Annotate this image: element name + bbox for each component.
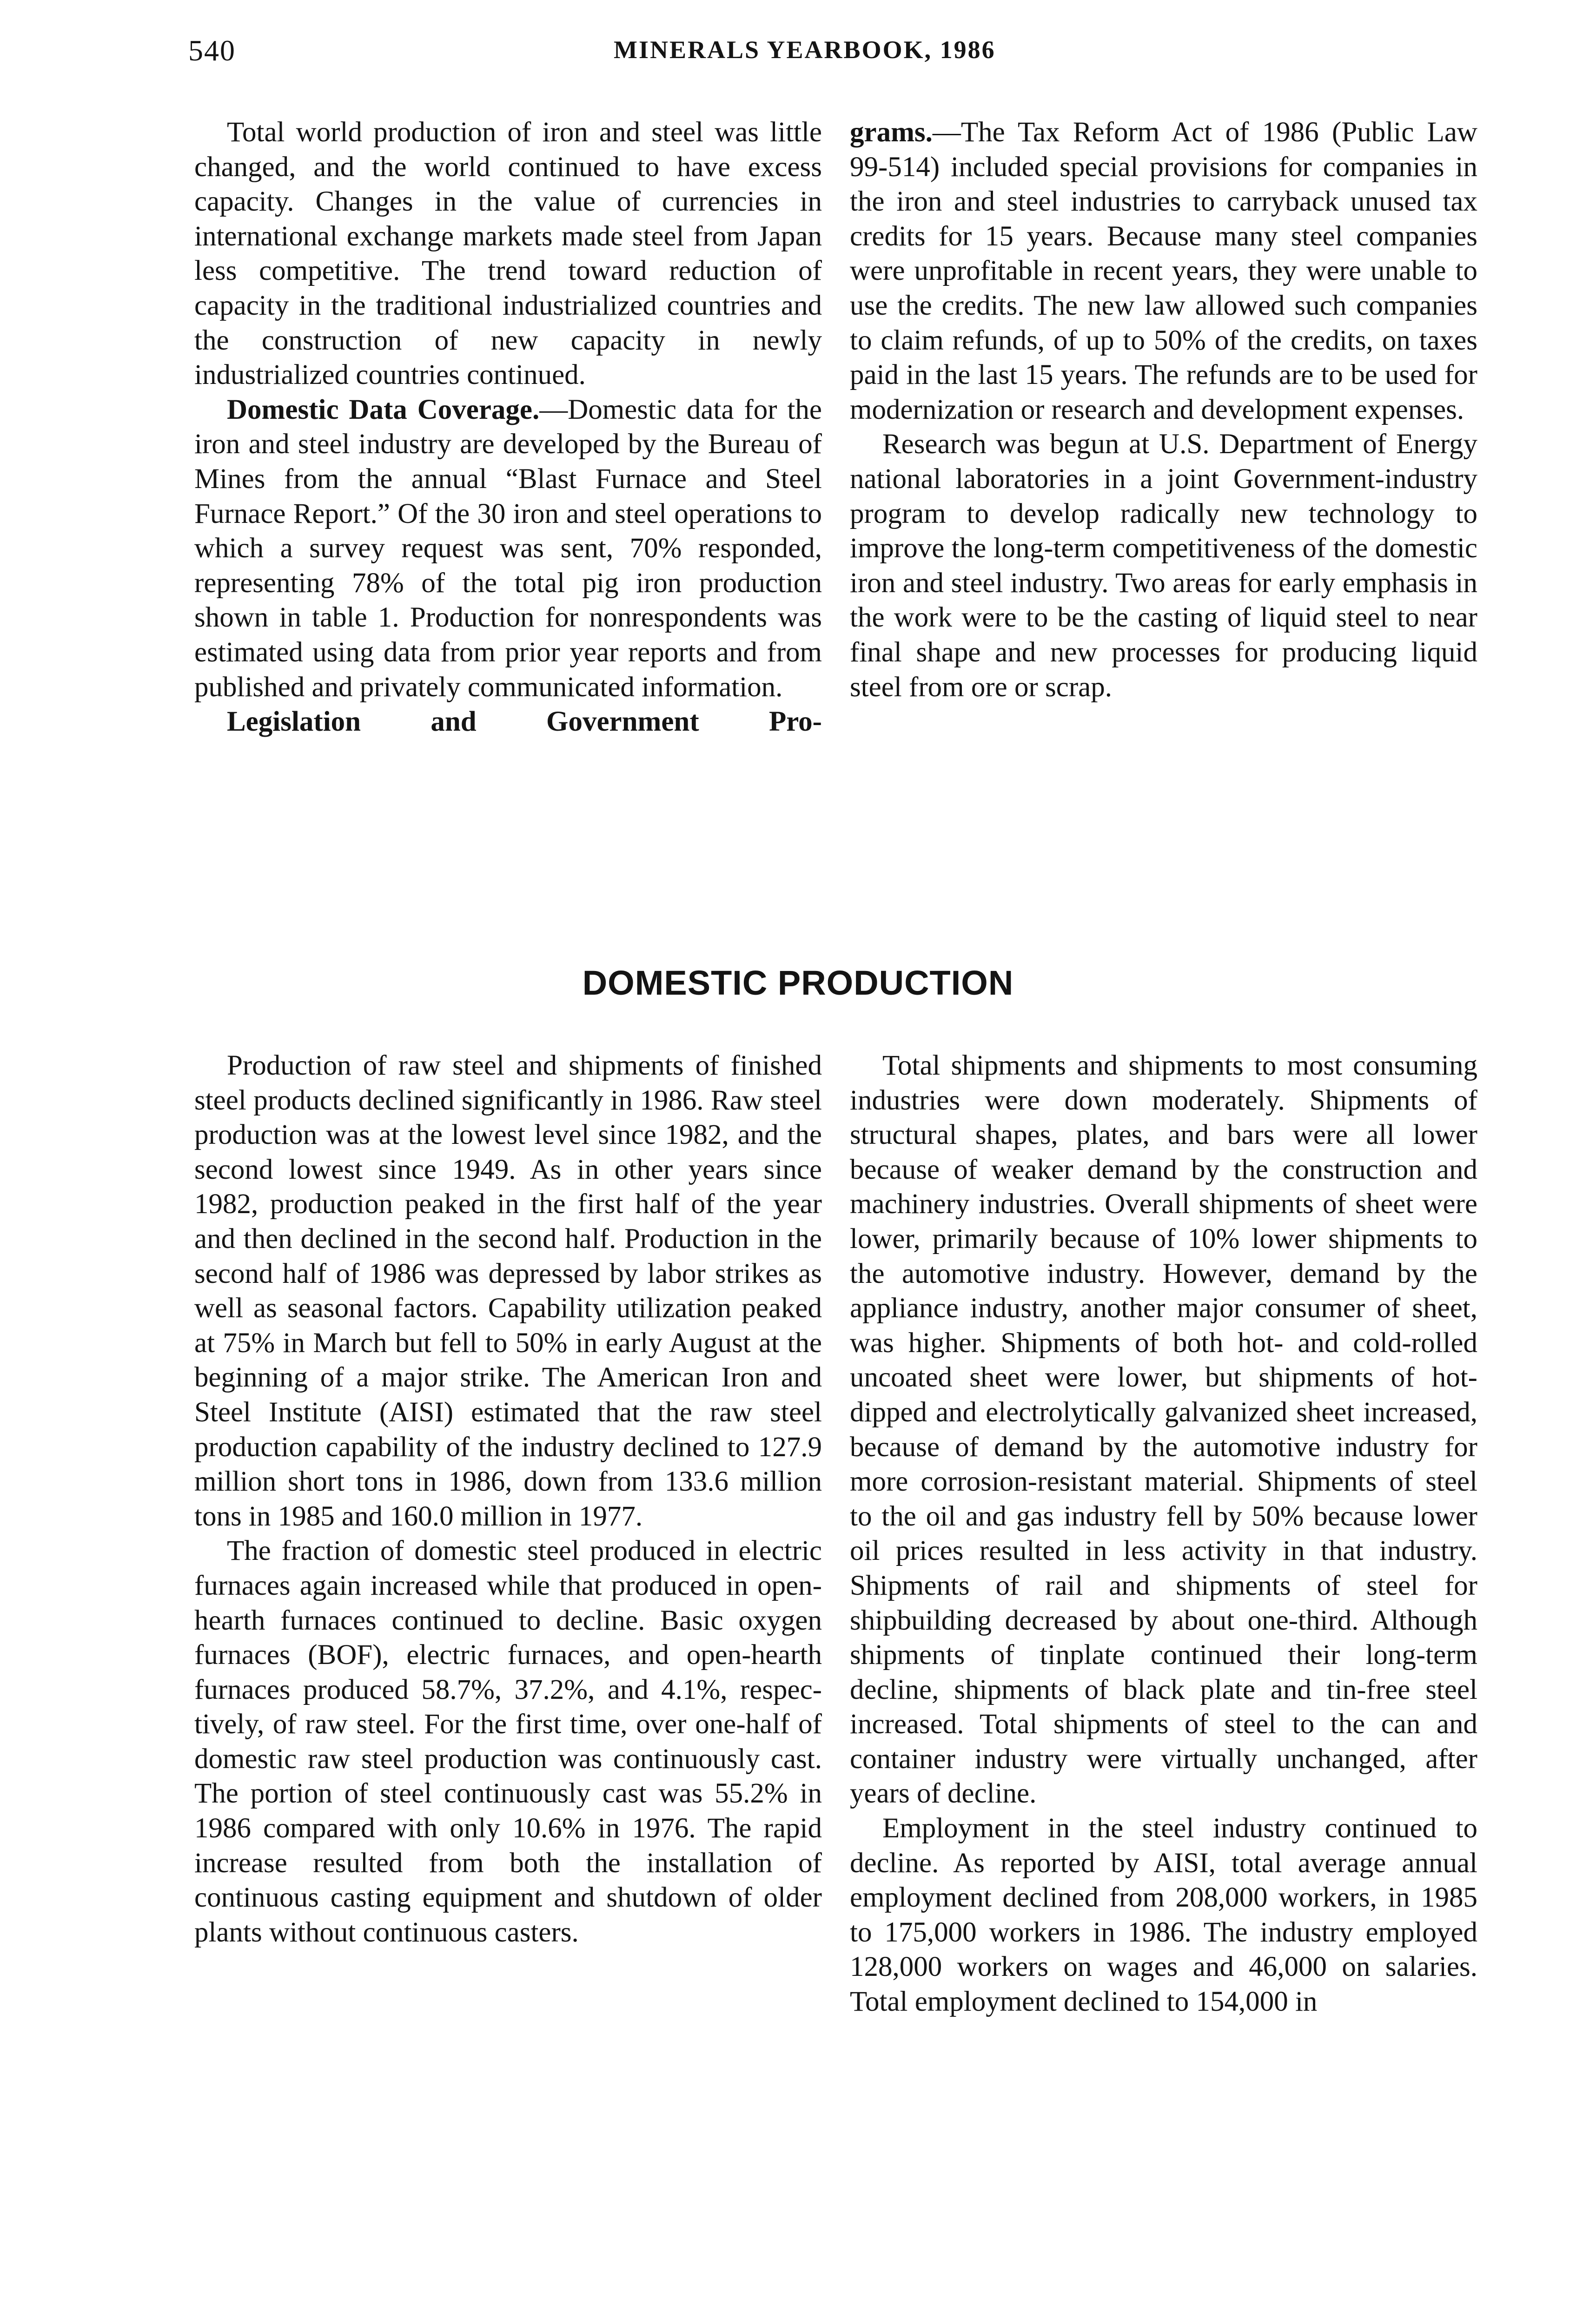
paragraph-employment: Employment in the steel industry continued to decline. As reported by AISI, total average annual employment declined from 208,000 workers, in 1985 to 175,000 workers in 1986. The industry employed 128,000 workers on wages and 46,000 on salaries. Total employment declined to 154,000 in	[850, 1813, 1477, 2018]
runin-heading-domestic-data-coverage: Domestic Data Coverage.	[227, 394, 540, 425]
page-number: 540	[188, 34, 236, 67]
paragraph-legislation-heading	[194, 705, 822, 739]
bottom-left-column	[194, 1049, 822, 1950]
paragraph-raw-steel-production: Production of raw steel and shipments of finished steel products declined significantly in 1986. Raw steel production was at the lowest level since 1982, and the second lowest since 1949. As in other years since 1982, production peaked in the first half of the year and then declined in the second half. Production in the second half of 1986 was depressed by labor strikes as well as seasonal factors. Capability utilization peaked at 75% in March but fell to 50% in early August at the beginning of a major strike. The American Iron and Steel Institute (AISI) estimated that the raw steel production capability of the industry declined to 127.9 million short tons in 1986, down from 133.6 million tons in 1985 and 160.0 million in 1977.	[194, 1050, 822, 1532]
paragraph-doe-research: Research was begun at U.S. Department of Energy national laboratories in a joint Government-industry program to develop radically new technology to improve the long-term competitiveness of the domestic iron and steel industry. Two areas for early emphasis in the work were to be the casting of liquid steel to near final shape and new processes for producing liquid steel from ore or scrap.	[850, 429, 1477, 703]
runin-heading-programs: grams.	[850, 117, 933, 148]
paragraph-furnace-fraction: The fraction of domestic steel produced in electric furnaces again increased while that produced in open-hearth furnaces continued to decline. Basic oxygen furnaces (BOF), electric furnaces, and open-hearth furnaces produced 58.7%, 37.2%, and 4.1%, respectively, of raw steel. For the first time, over one-half of domestic raw steel production was continuously cast. The portion of steel continuously cast was 55.2% in 1986 compared with only 10.6% in 1976. The rapid increase resulted from both the installation of continuous casting equipment and shutdown of older plants without continuous casters.	[194, 1535, 822, 1948]
legislation-programs-body: —The Tax Reform Act of 1986 (Public Law 99-514) included special provisions for companies in the iron and steel industries to carryback unused tax credits for 15 years. Because many steel companies were unprofitable in recent years, they were unable to use the credits. The new law allowed such companies to claim refunds, of up to 50% of the credits, on taxes paid in the last 15 years. The refunds are to be used for modernization or research and development expenses.	[850, 117, 1477, 425]
top-right-column	[850, 115, 1477, 705]
paragraph-world-production: Total world production of iron and steel was little changed, and the world continued to have excess capacity. Changes in the value of currencies in international exchange markets made steel from Japan less competitive. The trend toward reduction of capacity in the traditional industrialized countries and the construction of new capacity in newly industrialized countries continued.	[194, 117, 822, 391]
bottom-right-column	[850, 1049, 1477, 2020]
section-heading-domestic-production: DOMESTIC PRODUCTION	[582, 964, 1014, 1002]
top-left-column	[194, 115, 822, 739]
running-title: MINERALS YEARBOOK, 1986	[614, 36, 996, 64]
paragraph-legislation-programs	[850, 115, 1477, 427]
paragraph-domestic-data-coverage	[194, 393, 822, 705]
domestic-data-coverage-body: —Domestic data for the iron and steel industry are developed by the Bureau of Mines from the annual “Blast Furnace and Steel Furnace Report.” Of the 30 iron and steel operations to which a survey request was sent, 70% responded, representing 78% of the total pig iron production shown in table 1. Production for nonrespondents was estimated using data from prior year reports and from published and privately communicated information.	[194, 394, 822, 703]
runin-heading-legislation: Legislation and Government Pro-	[227, 706, 822, 738]
paragraph-shipments: Total shipments and shipments to most consuming industries were down moderately. Shipments of structural shapes, plates, and bars were all lower because of weaker demand by the construction and machinery industries. Overall shipments of sheet were lower, primarily because of 10% lower shipments to the automotive industry. However, demand by the appliance industry, another major consumer of sheet, was higher. Shipments of both hot- and cold-rolled uncoated sheet were lower, but shipments of hot-dipped and electrolytically galvanized sheet increased, because of demand by the automotive industry for more corrosion-resistant material. Shipments of steel to the oil and gas industry fell by 50% because lower oil prices resulted in less activity in that industry. Shipments of rail and shipments of steel for shipbuilding decreased by about one-third. Although shipments of tinplate continued their long-term decline, shipments of black plate and tin-free steel increased. Total shipments of steel to the can and container industry were virtually unchanged, after years of decline.	[850, 1050, 1477, 1809]
